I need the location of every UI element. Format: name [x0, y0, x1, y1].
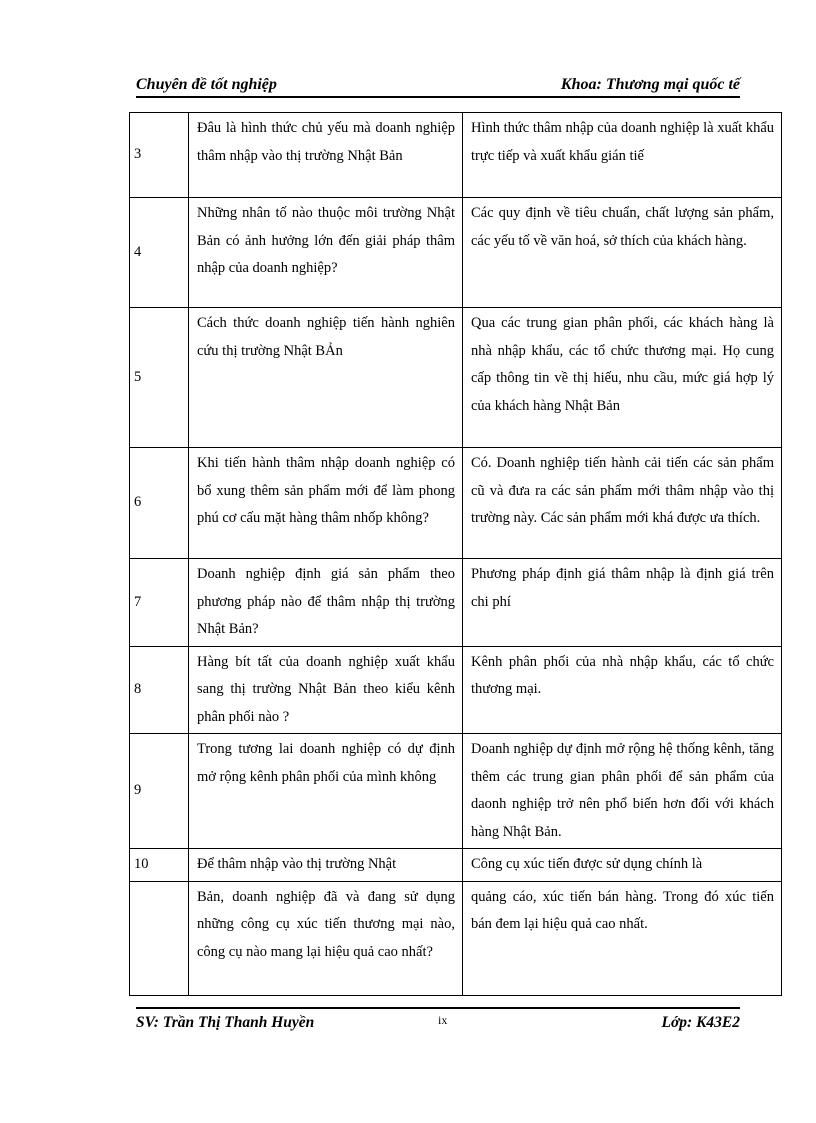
table-row: [130, 559, 782, 647]
header-left: Chuyên đề tốt nghiệp: [136, 76, 277, 93]
page-number: ix: [438, 1013, 448, 1027]
answer-cell: Có. Doanh nghiệp tiến hành cải tiến các sản phẩm cũ và đưa ra các sản phẩm mới thâm nhập vào thị trường này. Các sản phẩm mới khá được ưa thích.: [463, 448, 782, 559]
table-row: [130, 646, 782, 734]
row-number: 8: [130, 646, 189, 734]
row-number: 10: [130, 849, 189, 882]
answer-cell: Các quy định về tiêu chuẩn, chất lượng sản phẩm, các yếu tố về văn hoá, sở thích của khách hàng.: [463, 198, 782, 308]
answer-cell: Kênh phân phối của nhà nhập khẩu, các tổ chức thương mại.: [463, 646, 782, 734]
question-cell: Khi tiến hành thâm nhập doanh nghiệp có bổ xung thêm sản phẩm mới để làm phong phú cơ cấu mặt hàng thâm nhốp không?: [189, 448, 463, 559]
row-number: [130, 881, 189, 995]
table-row: [130, 849, 782, 882]
table-row: [130, 198, 782, 308]
row-number: 4: [130, 198, 189, 308]
survey-table: [129, 112, 782, 996]
row-number: 7: [130, 559, 189, 647]
question-cell: Những nhân tố nào thuộc môi trường Nhật Bản có ảnh hưởng lớn đến giải pháp thâm nhập của doanh nghiệp?: [189, 198, 463, 308]
answer-cell: Phương pháp định giá thâm nhập là định giá trên chi phí: [463, 559, 782, 647]
table-row: [130, 113, 782, 198]
page-footer: [136, 1007, 740, 1033]
row-number: 3: [130, 113, 189, 198]
question-cell: Hàng bít tất của doanh nghiệp xuất khẩu sang thị trường Nhật Bản theo kiểu kênh phân phối nào ?: [189, 646, 463, 734]
table-row: [130, 734, 782, 849]
answer-cell: Doanh nghiệp dự định mở rộng hệ thống kênh, tăng thêm các trung gian phân phối để sản phẩm của daonh nghiệp trở nên phổ biến hơn đối với khách hàng Nhật Bản.: [463, 734, 782, 849]
question-cell: Doanh nghiệp định giá sản phẩm theo phương pháp nào để thâm nhập thị trường Nhật Bản?: [189, 559, 463, 647]
row-number: 5: [130, 308, 189, 448]
question-cell: Trong tương lai doanh nghiệp có dự định mở rộng kênh phân phối của mình không: [189, 734, 463, 849]
table-row: [130, 308, 782, 448]
footer-student: SV: Trần Thị Thanh Huyền: [136, 1014, 315, 1031]
answer-cell: Hình thức thâm nhập của doanh nghiệp là xuất khẩu trực tiếp và xuất khẩu gián tiế: [463, 113, 782, 198]
footer-class: Lớp: K43E2: [661, 1014, 740, 1031]
header-right: Khoa: Thương mại quốc tế: [560, 76, 740, 93]
row-number: 6: [130, 448, 189, 559]
table-row: [130, 448, 782, 559]
question-cell: Cách thức doanh nghiệp tiến hành nghiên cứu thị trường Nhật BẢn: [189, 308, 463, 448]
row-number: 9: [130, 734, 189, 849]
question-cell: Bản, doanh nghiệp đã và đang sử dụng những công cụ xúc tiến thương mại nào, công cụ nào mang lại hiệu quả cao nhất?: [189, 881, 463, 995]
answer-cell: Công cụ xúc tiến được sử dụng chính là: [463, 849, 782, 882]
question-cell: Để thâm nhập vào thị trường Nhật: [189, 849, 463, 882]
answer-cell: Qua các trung gian phân phối, các khách hàng là nhà nhập khẩu, các tổ chức thương mại. Họ cung cấp thông tin về thị hiếu, nhu cầu, mức giá hợp lý của khách hàng Nhật Bản: [463, 308, 782, 448]
page-header: [136, 74, 740, 98]
answer-cell: quảng cáo, xúc tiến bán hàng. Trong đó xúc tiến bán đem lại hiệu quả cao nhất.: [463, 881, 782, 995]
table-row: [130, 881, 782, 995]
question-cell: Đâu là hình thức chủ yếu mà doanh nghiệp thâm nhập vào thị trường Nhật Bản: [189, 113, 463, 198]
